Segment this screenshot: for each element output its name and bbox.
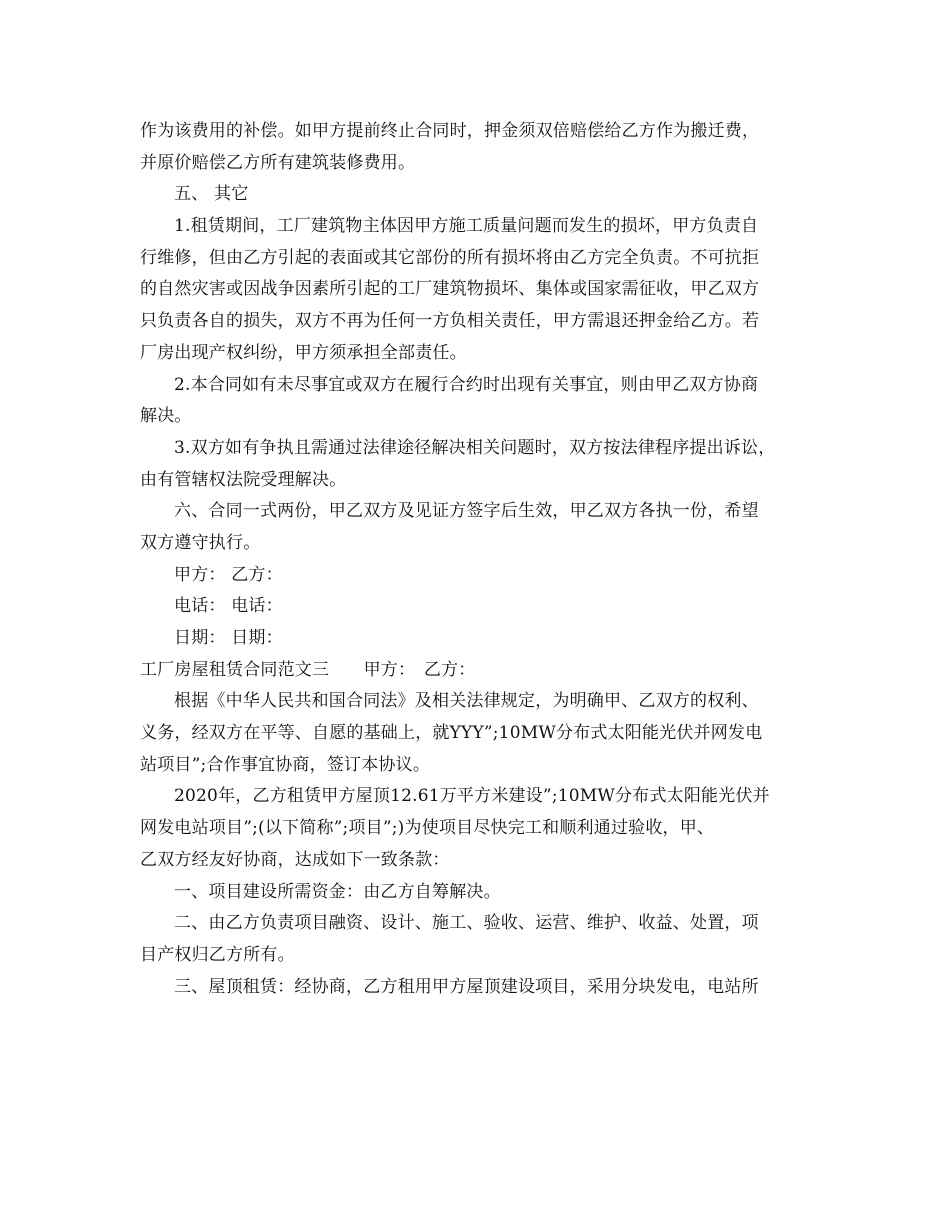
section-heading: 五、 其它 [174,184,249,205]
text-line: 厂房出现产权纠纷，甲方须承担全部责任。 [140,342,467,363]
text-line: 六、合同一式两份，甲乙双方及见证方签字后生效，甲乙双方各执一份，希望 [174,501,759,522]
signature-line: 甲方： 乙方： [174,564,283,585]
text-line: 2.本合同如有未尽事宜或双方在履行合约时出现有关事宜，则由甲乙双方协商 [174,374,759,395]
text-line: 行维修，但由乙方引起的表面或其它部份的所有损坏将由乙方完全负责。不可抗拒 [140,247,760,268]
document-body [140,116,840,1003]
text-line: 2020年，乙方租赁甲方屋顶12.61万平方米建设”;10MW分布式太阳能光伏并 [174,786,770,807]
text-line: 三、屋顶租赁：经协商，乙方租用甲方屋顶建设项目，采用分块发电，电站所 [174,976,759,997]
text-line: 由有管辖权法院受理解决。 [140,469,347,490]
text-line: 义务，经双方在平等、自愿的基础上，就YYY”;10MW分布式太阳能光伏并网发电 [140,723,763,744]
text-line: 并原价赔偿乙方所有建筑装修费用。 [140,152,416,173]
text-line: 网发电站项目”;(以下简称”;项目”;)为使项目尽快完工和顺利通过验收，甲、 [140,818,715,839]
text-line: 只负责各自的损失，双方不再为任何一方负相关责任，甲方需退还押金给乙方。若 [140,311,760,332]
text-line: 二、由乙方负责项目融资、设计、施工、验收、运营、维护、收益、处置，项 [174,913,759,934]
document-title: 工厂房屋租赁合同范文三 甲方： 乙方： [140,659,476,680]
text-line: 双方遵守执行。 [140,532,261,553]
signature-line: 日期： 日期： [174,628,283,648]
text-line: 站项目”;合作事宜协商，签订本协议。 [140,754,431,775]
text-line: 的自然灾害或因战争因素所引起的工厂建筑物损坏、集体或国家需征收，甲乙双方 [140,279,760,300]
text-line: 目产权归乙方所有。 [140,944,295,965]
text-line: 作为该费用的补偿。如甲方提前终止合同时，押金须双倍赔偿给乙方作为搬迁费， [140,121,760,141]
text-line: 解决。 [140,406,192,427]
text-line: 3.双方如有争执且需通过法律途径解决相关问题时，双方按法律程序提出诉讼， [174,437,776,458]
text-line: 乙双方经友好协商，达成如下一致条款： [140,849,450,870]
text-line: 一、项目建设所需资金：由乙方自筹解决。 [174,881,501,902]
signature-line: 电话： 电话： [174,596,283,617]
text-line: 根据《中华人民共和国合同法》及相关法律规定，为明确甲、乙双方的权利、 [174,691,759,712]
text-line: 1.租赁期间，工厂建筑物主体因甲方施工质量问题而发生的损坏，甲方负责自 [174,216,759,237]
